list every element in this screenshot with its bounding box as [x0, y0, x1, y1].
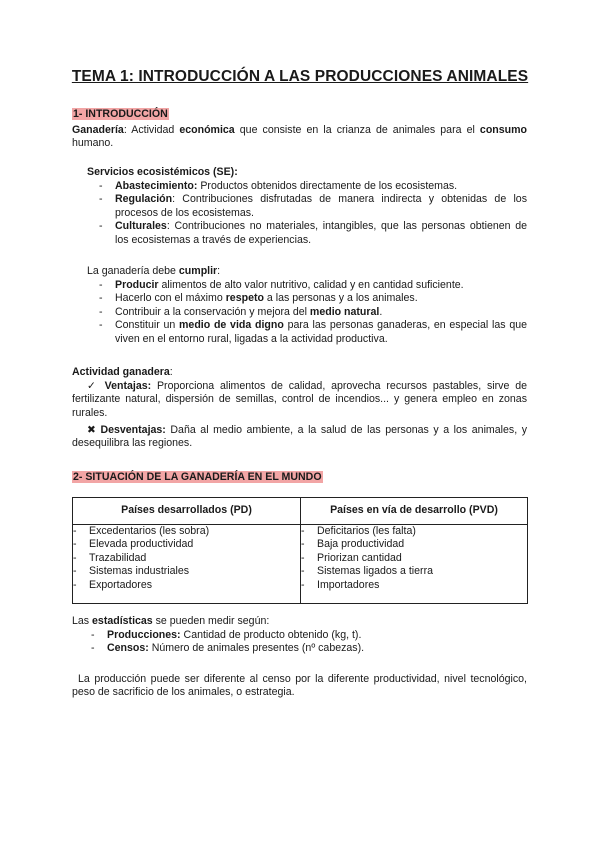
pvd-list [301, 525, 527, 592]
list-item: - Regulación: Contribuciones disfrutadas de manera indirecta y obtenidas de los procesos de los ecosistemas. [99, 193, 527, 219]
comparison-table [72, 497, 528, 604]
cross-icon: ✖ [87, 424, 96, 436]
actividad-heading: Actividad ganadera: [72, 366, 173, 378]
list-item: - Importadores [301, 578, 380, 591]
section-2-heading: 2- SITUACIÓN DE LA GANADERÍA EN EL MUNDO [73, 471, 322, 483]
section-1-heading: 1- INTRODUCCIÓN [73, 108, 168, 120]
debe-cumplir-list [99, 279, 527, 346]
list-item: - Sistemas ligados a tierra [301, 565, 433, 578]
list-item: - Culturales: Contribuciones no materiales, intangibles, que las personas obtienen de los ecosistemas a través de experiencias. [99, 220, 527, 246]
final-paragraph: La producción puede ser diferente al censo por la diferente productividad, nivel tecnológico, peso de sacrificio de los animales, o estrategia. [72, 673, 527, 699]
table-header-pvd: Países en vía de desarrollo (PVD) [301, 498, 528, 525]
se-list [99, 180, 527, 247]
list-item: - Abastecimiento: Productos obtenidos directamente de los ecosistemas. [99, 180, 458, 192]
page-title: TEMA 1: INTRODUCCIÓN A LAS PRODUCCIONES ANIMALES [71, 68, 529, 85]
desventajas-paragraph: ✖ Desventajas: Daña al medio ambiente, a la salud de las personas y a los animales, y desequilibra las regiones. [72, 424, 527, 450]
list-item: - Baja productividad [301, 538, 405, 551]
list-item: - Exportadores [73, 578, 153, 591]
list-item: - Producir alimentos de alto valor nutritivo, calidad y en cantidad suficiente. [99, 279, 464, 291]
pd-list [73, 525, 300, 592]
list-item: - Hacerlo con el máximo respeto a las personas y a los animales. [99, 292, 418, 305]
list-item: - Excedentarios (les sobra) [73, 525, 210, 537]
ventajas-paragraph: ✓ Ventajas: Proporciona alimentos de calidad, aprovecha recursos pastables, sirve de fertilizante natural, dispersión de semillas, control de incendios... y genera empleo en zonas rurales. [72, 380, 527, 419]
list-item: - Elevada productividad [73, 538, 194, 551]
list-item: - Constituir un medio de vida digno para las personas ganaderas, en especial las que viven en el entorno rural, ligadas a la actividad productiva. [99, 319, 527, 345]
se-heading: Servicios ecosistémicos (SE): [87, 166, 238, 178]
list-item: - Sistemas industriales [73, 565, 190, 578]
list-item: - Producciones: Cantidad de producto obtenido (kg, t). [91, 629, 362, 641]
ganaderia-definition: Ganadería: Actividad económica que consiste en la crianza de animales para el consumo humano. [72, 124, 528, 150]
check-icon: ✓ [87, 380, 99, 392]
table-header-pd: Países desarrollados (PD) [73, 498, 301, 525]
estadisticas-intro: Las estadísticas se pueden medir según: [72, 615, 270, 627]
ganaderia-term: Ganadería [72, 124, 124, 136]
debe-cumplir-intro: La ganadería debe cumplir: [87, 265, 221, 277]
list-item: - Priorizan cantidad [301, 551, 402, 564]
list-item: - Trazabilidad [73, 551, 147, 564]
list-item: - Contribuir a la conservación y mejora del medio natural. [99, 305, 383, 318]
list-item: - Censos: Número de animales presentes (nº cabezas). [91, 642, 365, 655]
estadisticas-list [91, 629, 527, 656]
list-item: - Deficitarios (les falta) [301, 525, 416, 537]
table-cell-pd [73, 525, 301, 604]
table-cell-pvd [301, 525, 528, 604]
